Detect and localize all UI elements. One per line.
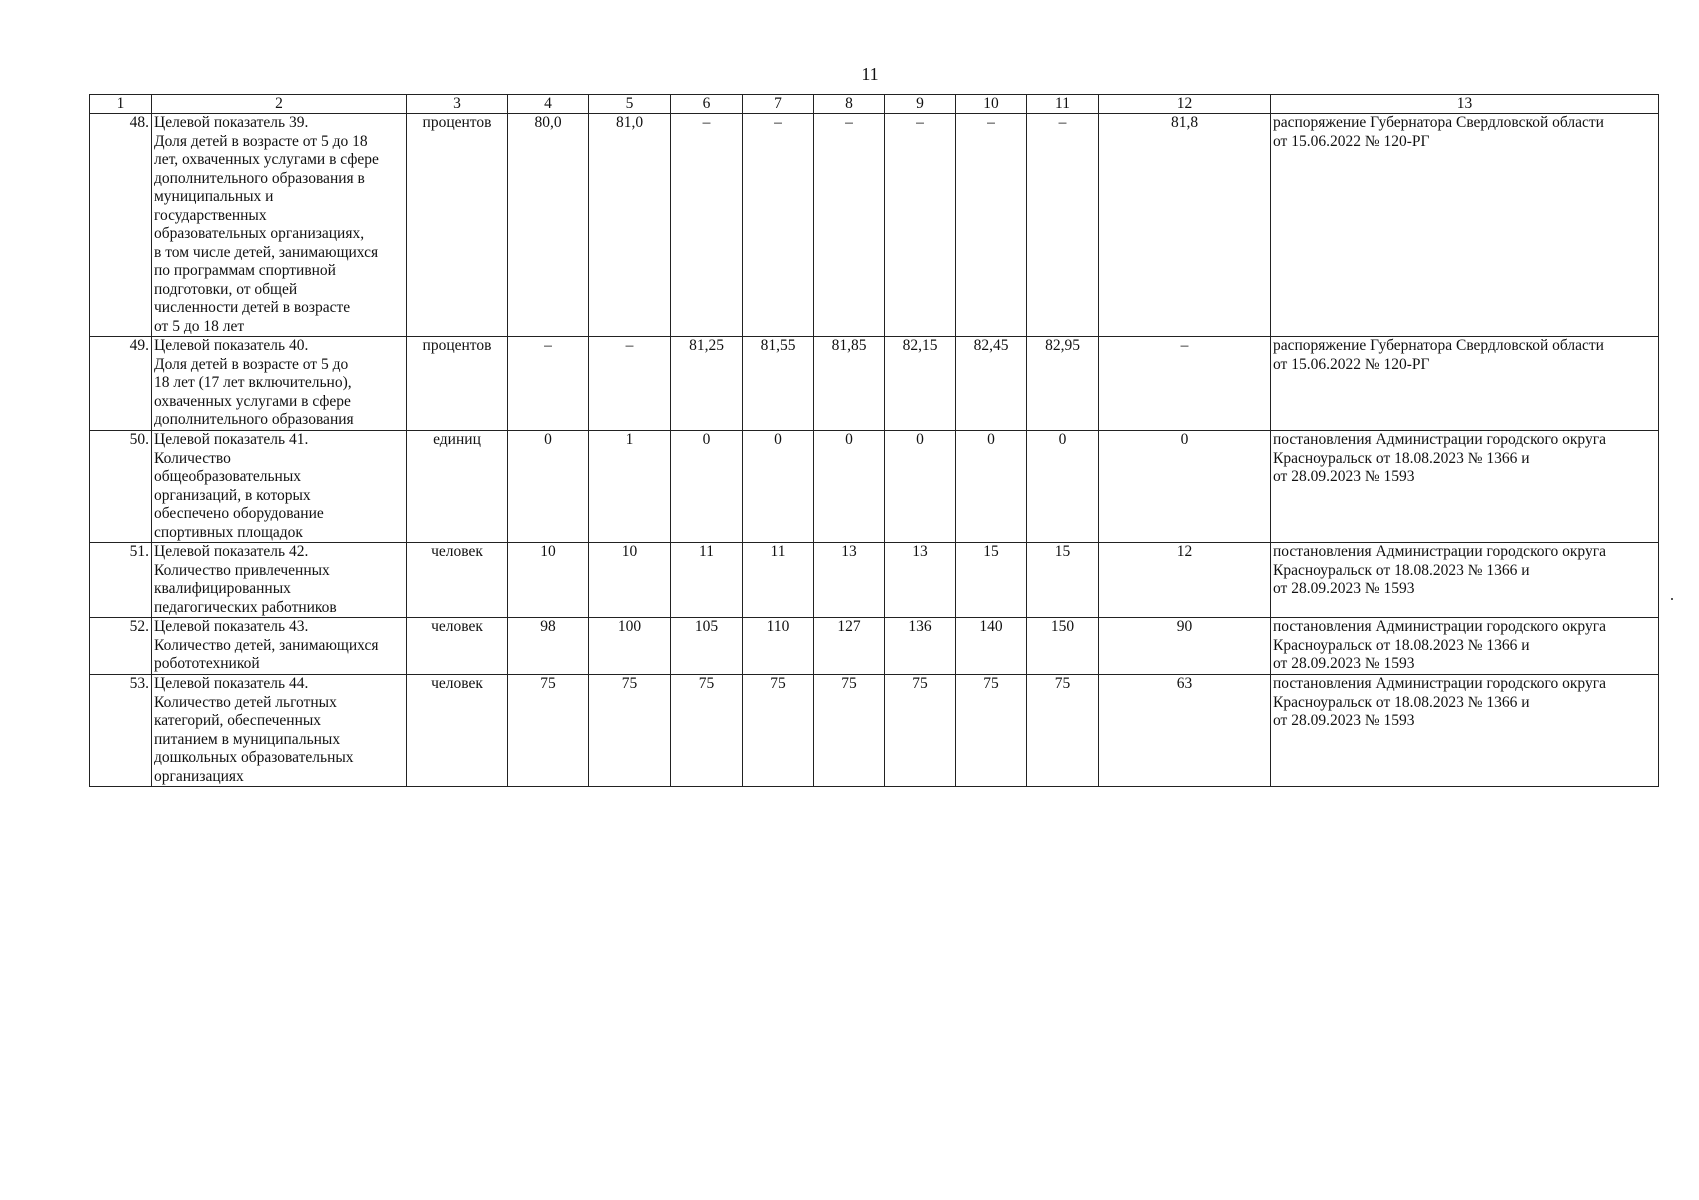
indicator-name-line: спортивных площадок	[154, 523, 303, 541]
source-document-line: от 15.06.2022 № 120-РГ	[1273, 132, 1430, 150]
value-cell: 0	[508, 431, 589, 543]
indicator-name-line: обеспечено оборудование	[154, 505, 324, 522]
indicator-name-line: Целевой показатель 39.	[154, 114, 309, 131]
value-cell: 63	[1099, 675, 1271, 787]
indicator-name-line: охваченных услугами в сфере	[154, 392, 351, 410]
value-cell: 12	[1099, 543, 1271, 618]
value-cell: 98	[508, 618, 589, 675]
value-cell: 13	[814, 543, 885, 618]
value-cell: 81,0	[589, 114, 671, 337]
indicator-name-line: подготовки, от общей	[154, 280, 298, 298]
indicator-name	[152, 618, 407, 675]
source-document-line: распоряжение Губернатора Свердловской области	[1273, 114, 1604, 131]
value-cell: 0	[743, 431, 814, 543]
indicator-name	[152, 543, 407, 618]
value-cell: 105	[671, 618, 743, 675]
value-cell: 75	[671, 675, 743, 787]
source-document	[1271, 114, 1659, 337]
indicator-name-line: Количество детей, занимающихся	[154, 636, 379, 654]
source-document	[1271, 431, 1659, 543]
unit-cell: человек	[407, 543, 508, 618]
value-cell: –	[885, 114, 956, 337]
indicator-name	[152, 337, 407, 431]
value-cell: 150	[1027, 618, 1099, 675]
indicator-name-line: робототехникой	[154, 655, 260, 672]
header-cell: 2	[152, 95, 407, 114]
value-cell: 0	[1027, 431, 1099, 543]
value-cell: 82,95	[1027, 337, 1099, 431]
row-number: 49.	[90, 337, 152, 431]
source-document-line: Красноуральск от 18.08.2023 № 1366 и	[1273, 561, 1530, 579]
value-cell: 75	[1027, 675, 1099, 787]
indicator-name-line: Доля детей в возрасте от 5 до	[154, 355, 349, 373]
table-row	[90, 618, 1659, 675]
unit-cell: человек	[407, 618, 508, 675]
source-document	[1271, 618, 1659, 675]
indicator-name-line: организациях	[154, 767, 244, 785]
source-document-line: от 28.09.2023 № 1593	[1273, 712, 1415, 729]
unit-cell: единиц	[407, 431, 508, 543]
source-document-line: постановления Администрации городского округа	[1273, 543, 1606, 560]
header-cell: 9	[885, 95, 956, 114]
value-cell: 13	[885, 543, 956, 618]
source-document-line: Красноуральск от 18.08.2023 № 1366 и	[1273, 693, 1530, 711]
value-cell: 0	[1099, 431, 1271, 543]
indicator-name-line: общеобразовательных	[154, 468, 302, 485]
value-cell: 100	[589, 618, 671, 675]
indicator-name-line: в том числе детей, занимающихся	[154, 243, 379, 261]
source-document-line: Красноуральск от 18.08.2023 № 1366 и	[1273, 449, 1530, 467]
value-cell: 75	[814, 675, 885, 787]
value-cell: –	[1099, 337, 1271, 431]
row-number: 51.	[90, 543, 152, 618]
table-row	[90, 114, 1659, 337]
source-document-line: постановления Администрации городского округа	[1273, 675, 1606, 692]
value-cell: 0	[814, 431, 885, 543]
indicator-name-line: Целевой показатель 42.	[154, 543, 309, 560]
indicator-name-line: питанием в муниципальных	[154, 730, 341, 748]
row-number: 50.	[90, 431, 152, 543]
indicator-name-line: дошкольных образовательных	[154, 749, 354, 766]
indicators-table	[89, 94, 1659, 787]
source-document-line: постановления Администрации городского округа	[1273, 618, 1606, 635]
indicator-name-line: численности детей в возрасте	[154, 299, 351, 316]
indicator-name	[152, 114, 407, 337]
value-cell: –	[671, 114, 743, 337]
indicator-name-line: педагогических работников	[154, 598, 337, 616]
value-cell: –	[1027, 114, 1099, 337]
value-cell: 11	[671, 543, 743, 618]
value-cell: –	[508, 337, 589, 431]
value-cell: –	[743, 114, 814, 337]
value-cell: 1	[589, 431, 671, 543]
value-cell: 136	[885, 618, 956, 675]
value-cell: 75	[589, 675, 671, 787]
source-document	[1271, 675, 1659, 787]
header-cell: 7	[743, 95, 814, 114]
row-number: 48.	[90, 114, 152, 337]
indicator-name-line: 18 лет (17 лет включительно),	[154, 374, 352, 391]
indicator-name-line: от 5 до 18 лет	[154, 317, 245, 335]
header-cell: 6	[671, 95, 743, 114]
value-cell: 0	[885, 431, 956, 543]
table-row	[90, 431, 1659, 543]
value-cell: 110	[743, 618, 814, 675]
unit-cell: процентов	[407, 114, 508, 337]
value-cell: 15	[1027, 543, 1099, 618]
source-document-line: от 28.09.2023 № 1593	[1273, 580, 1415, 597]
value-cell: 90	[1099, 618, 1271, 675]
value-cell: 10	[508, 543, 589, 618]
value-cell: 0	[956, 431, 1027, 543]
header-cell: 3	[407, 95, 508, 114]
table-row	[90, 337, 1659, 431]
indicator-name-line: Целевой показатель 41.	[154, 431, 309, 448]
scan-speck	[1671, 598, 1673, 600]
value-cell: 80,0	[508, 114, 589, 337]
indicator-name-line: Целевой показатель 40.	[154, 337, 309, 354]
value-cell: 81,85	[814, 337, 885, 431]
header-cell: 4	[508, 95, 589, 114]
indicator-name-line: Количество	[154, 449, 231, 467]
value-cell: 10	[589, 543, 671, 618]
header-cell: 8	[814, 95, 885, 114]
value-cell: 81,25	[671, 337, 743, 431]
indicator-name-line: организаций, в которых	[154, 486, 311, 504]
table-row	[90, 543, 1659, 618]
indicator-name-line: Целевой показатель 43.	[154, 618, 309, 635]
indicator-name-line: квалифицированных	[154, 580, 291, 597]
indicator-name	[152, 431, 407, 543]
indicator-name	[152, 675, 407, 787]
source-document	[1271, 543, 1659, 618]
unit-cell: процентов	[407, 337, 508, 431]
row-number: 53.	[90, 675, 152, 787]
indicator-name-line: лет, охваченных услугами в сфере	[154, 151, 379, 168]
indicator-name-line: Доля детей в возрасте от 5 до 18	[154, 132, 368, 150]
indicator-name-line: категорий, обеспеченных	[154, 712, 322, 729]
value-cell: 0	[671, 431, 743, 543]
indicator-name-line: образовательных организациях,	[154, 225, 365, 242]
value-cell: 75	[956, 675, 1027, 787]
indicator-name-line: Целевой показатель 44.	[154, 675, 309, 692]
value-cell: 82,15	[885, 337, 956, 431]
header-cell: 13	[1271, 95, 1659, 114]
value-cell: 15	[956, 543, 1027, 618]
indicator-name-line: дополнительного образования в	[154, 169, 365, 187]
source-document-line: Красноуральск от 18.08.2023 № 1366 и	[1273, 636, 1530, 654]
table-row	[90, 675, 1659, 787]
header-cell: 10	[956, 95, 1027, 114]
source-document-line: от 28.09.2023 № 1593	[1273, 468, 1415, 485]
header-cell: 5	[589, 95, 671, 114]
page-number: 11	[861, 64, 879, 84]
source-document-line: от 28.09.2023 № 1593	[1273, 655, 1415, 672]
header-cell: 1	[90, 95, 152, 114]
indicator-name-line: государственных	[154, 206, 267, 224]
source-document-line: постановления Администрации городского округа	[1273, 431, 1606, 448]
indicator-name-line: муниципальных и	[154, 188, 274, 205]
value-cell: 127	[814, 618, 885, 675]
value-cell: 81,55	[743, 337, 814, 431]
value-cell: –	[814, 114, 885, 337]
source-document-line: распоряжение Губернатора Свердловской области	[1273, 337, 1604, 354]
unit-cell: человек	[407, 675, 508, 787]
source-document-line: от 15.06.2022 № 120-РГ	[1273, 355, 1430, 373]
value-cell: 75	[508, 675, 589, 787]
value-cell: 81,8	[1099, 114, 1271, 337]
value-cell: 140	[956, 618, 1027, 675]
source-document	[1271, 337, 1659, 431]
indicator-name-line: Количество привлеченных	[154, 561, 330, 579]
value-cell: 11	[743, 543, 814, 618]
indicator-name-line: Количество детей льготных	[154, 693, 337, 711]
value-cell: 75	[885, 675, 956, 787]
header-row	[90, 95, 1659, 114]
row-number: 52.	[90, 618, 152, 675]
value-cell: 75	[743, 675, 814, 787]
value-cell: –	[589, 337, 671, 431]
value-cell: –	[956, 114, 1027, 337]
indicator-name-line: дополнительного образования	[154, 411, 354, 428]
value-cell: 82,45	[956, 337, 1027, 431]
header-cell: 11	[1027, 95, 1099, 114]
header-cell: 12	[1099, 95, 1271, 114]
indicator-name-line: по программам спортивной	[154, 262, 336, 279]
